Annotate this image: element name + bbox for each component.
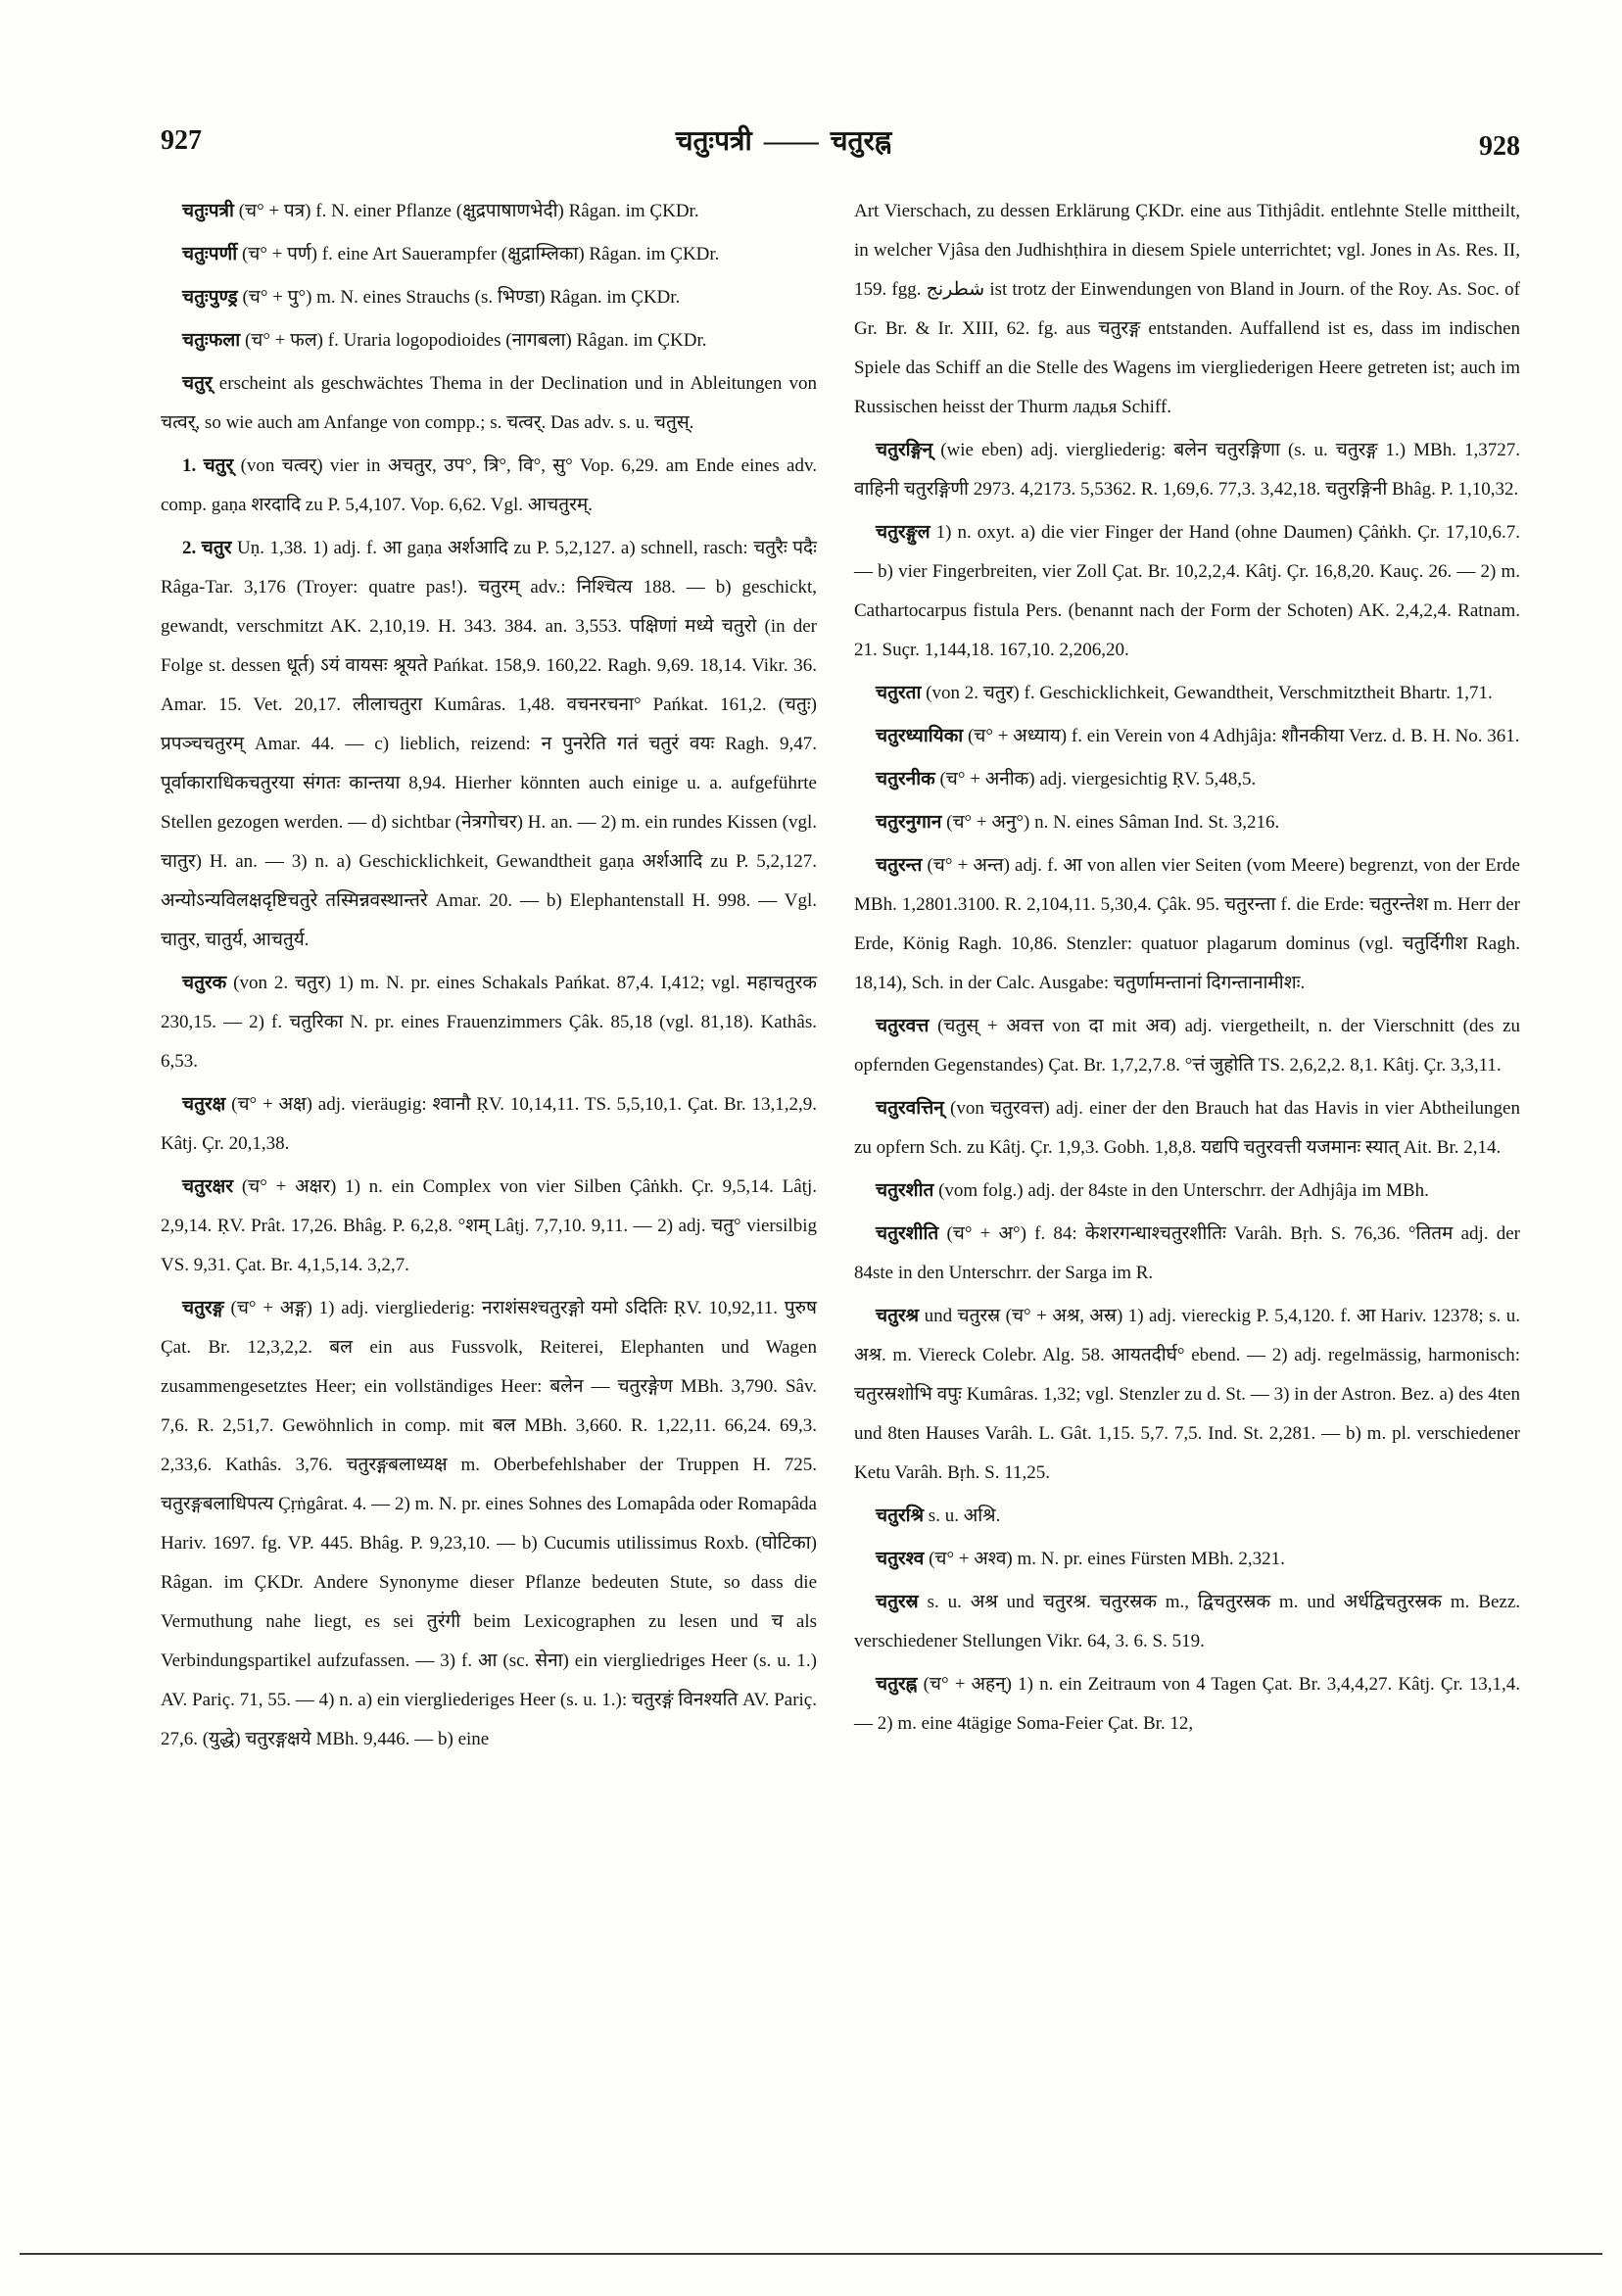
- entry-text: (von चतुरवत्त) adj. einer der den Brauch hat das Havis in vier Abtheilungen zu opfern Sch. zu Kâtj. Çr. 1,9,3. Gobh. 1,8,8. यद्यपि चतुरवत्ती यजमानः स्यात् Ait. Br. 2,14.: [854, 1098, 1520, 1158]
- dictionary-entry: [854, 1583, 1520, 1661]
- entry-headword: चतुरस्र: [876, 1592, 919, 1612]
- entry-text: (चतुस् + अवत्त von दा mit अव) adj. viergetheilt, n. der Vierschnitt (des zu opfernden Gegenstandes) Çat. Br. 1,7,2,7.8. °त्तं जुहोति TS. 2,6,2,2. 8,1. Kâtj. Çr. 3,3,11.: [854, 1016, 1520, 1076]
- entry-text: (च° + पु°) m. N. eines Strauchs (s. भिण्डा) Râgan. im ÇKDr.: [237, 287, 681, 308]
- entry-text: (च° + फल) f. Uraria logopodioides (नागबला) Râgan. im ÇKDr.: [240, 330, 707, 351]
- dictionary-entry: [854, 1540, 1520, 1579]
- entry-headword: चतुरक्ष: [182, 1094, 226, 1115]
- entry-headword: चतुरध्यायिका: [876, 726, 964, 746]
- running-title-first-word: चतुःपत्री: [675, 126, 752, 157]
- entry-text: 1) n. oxyt. a) die vier Finger der Hand (ohne Daumen) Çâṅkh. Çr. 17,10,6.7. — b) vier Fingerbreiten, vier Zoll Çat. Br. 10,2,2,4. Kâtj. Çr. 16,8,20. Kauç. 26. — 2) m. Cathartocarpus fistula Pers. (benannt nach der Form der Schoten) AK. 2,4,2,4. Ratnam. 21. Suçr. 1,144,18. 167,10. 2,206,20.: [854, 522, 1520, 660]
- entry-text: (च° + अश्व) m. N. pr. eines Fürsten MBh. 2,321.: [924, 1549, 1285, 1569]
- entry-text: (von 2. चतुर) 1) m. N. pr. eines Schakals Pańkat. 87,4. I,412; vgl. महाचतुरक 230,15. — 2) f. चतुरिका N. pr. eines Frauenzimmers Çâk. 85,18 (vgl. 81,18). Kathâs. 6,53.: [161, 973, 817, 1072]
- entry-headword: चतुरह्न: [876, 1674, 918, 1695]
- dictionary-entry: [161, 964, 817, 1081]
- dictionary-entry: [161, 321, 817, 360]
- entry-text: (च° + अनीक) adj. viergesichtig ṚV. 5,48,5.: [934, 769, 1257, 789]
- dictionary-entry: [161, 1289, 817, 1759]
- entry-headword: 1. चतुर्: [182, 455, 234, 476]
- running-title: [607, 121, 960, 159]
- dictionary-entry: [161, 1085, 817, 1164]
- entry-headword: चतुःफला: [182, 330, 241, 351]
- dictionary-entry: [854, 717, 1520, 756]
- entry-text: (च° + अक्षर) 1) n. ein Complex von vier Silben Çâṅkh. Çr. 9,5,14. Lâṭj. 2,9,14. ṚV. Prât. 17,26. Bhâg. P. 6,2,8. °शम् Lâṭj. 7,7,10. 9,11. — 2) adj. चतु° viersilbig VS. 9,31. Çat. Br. 4,1,5,14. 3,2,7.: [161, 1176, 817, 1275]
- right-column: [854, 192, 1520, 1747]
- entry-continuation: Art Vierschach, zu dessen Erklärung ÇKDr. eine aus Tithjâdit. entlehnte Stelle mittheilt, in welcher Vjâsa den Judhishṭhira in diesem Spiele unterrichtet; vgl. Jones in As. Res. II, 159. fgg. شطرنج ist trotz der Einwendungen von Bland in Journ. of the Roy. As. Soc. of Gr. Br. & Ir. XIII, 62. fg. aus चतुरङ्ग entstanden. Auffallend ist es, dass im indischen Spiele das Schiff an die Stelle des Wagens im viergliederigen Heere getreten ist; auch im Russischen heisst der Thurm ладья Schiff.: [854, 201, 1520, 417]
- entry-text: (च° + अन्त) adj. f. आ von allen vier Seiten (vom Meere) begrenzt, von der Erde MBh. 1,2801.3100. R. 2,104,11. 5,30,4. Çâk. 95. चतुरन्ता f. die Erde: चतुरन्तेश m. Herr der Erde, König Ragh. 10,86. Stenzler: quatuor plagarum dominus (vgl. चतुर्दिगीश Ragh. 18,14), Sch. in der Calc. Ausgabe: चतुर्णामन्तानां दिगन्तानामीशः.: [854, 855, 1520, 993]
- entry-headword: चतुःपर्णी: [182, 244, 238, 264]
- dictionary-entry: [854, 1007, 1520, 1085]
- entry-headword: चतुरक: [182, 973, 227, 993]
- left-column: [161, 192, 817, 1763]
- dictionary-entry: [854, 760, 1520, 799]
- page-number-right: 928: [1479, 131, 1520, 162]
- dictionary-entry: [854, 803, 1520, 842]
- bottom-rule: [20, 2253, 1602, 2255]
- entry-headword: चतुरश्र: [876, 1306, 920, 1326]
- running-title-dash: ——: [763, 126, 819, 157]
- entry-text: (wie eben) adj. viergliederig: बलेन चतुरङ्गिणा (s. u. चतुरङ्ग 1.) MBh. 1,3727. वाहिनी चतुरङ्गिणी 2973. 4,2173. 5,5362. R. 1,69,6. 77,3. 3,42,18. चतुरङ्गिनी Bhâg. P. 1,10,32.: [854, 440, 1520, 500]
- entry-headword: चतुरनुगान: [876, 812, 942, 833]
- entry-headword: चतुरशीत: [876, 1180, 934, 1201]
- entry-text: (von 2. चतुर) f. Geschicklichkeit, Gewandtheit, Verschmitztheit Bhartr. 1,71.: [921, 683, 1493, 703]
- entry-headword: चतुर्: [182, 373, 213, 394]
- entry-headword: चतुरवत्त: [876, 1016, 930, 1036]
- dictionary-entry: [854, 846, 1520, 1003]
- entry-text: (च° + अक्ष) adj. vieräugig: श्वानौ ṚV. 10,14,11. TS. 5,5,10,1. Çat. Br. 13,1,2,9. Kâtj. Çr. 20,1,38.: [161, 1094, 817, 1154]
- dictionary-entry: [854, 674, 1520, 713]
- entry-headword: 2. चतुर: [182, 538, 232, 558]
- entry-headword: चतुरशीति: [876, 1223, 939, 1244]
- entry-text: (च° + पत्र) f. N. einer Pflanze (क्षुद्रपाषाणभेदी) Râgan. im ÇKDr.: [233, 201, 699, 221]
- page-number-left: 927: [161, 125, 202, 156]
- entry-headword: चतुरनीक: [876, 769, 935, 789]
- dictionary-entry: [854, 431, 1520, 509]
- dictionary-entry: [161, 529, 817, 960]
- entry-headword: चतुःपुण्ड्र: [182, 287, 238, 308]
- entry-headword: चतुरश्व: [876, 1549, 925, 1569]
- dictionary-entry: [854, 513, 1520, 670]
- entry-headword: चतुरङ्गिन्: [876, 440, 933, 460]
- entry-headword: चतुःपत्री: [182, 201, 234, 221]
- entry-text: (च° + अध्याय) f. ein Verein von 4 Adhjâja: शौनकीया Verz. d. B. H. No. 361.: [963, 726, 1520, 746]
- dictionary-entry: [161, 1168, 817, 1285]
- dictionary-entry: [161, 278, 817, 317]
- dictionary-entry: [854, 1172, 1520, 1211]
- entry-text: Uṇ. 1,38. 1) adj. f. आ gaṇa अर्शआदि zu P. 5,2,127. a) schnell, rasch: चतुरैः पदैः Râga-Tar. 3,176 (Troyer: quatre pas!). चतुरम् adv.: निश्चित्य 188. — b) geschickt, gewandt, verschmitzt AK. 2,10,19. H. 343. 384. an. 3,553. पक्षिणां मध्ये चतुरो (in der Folge st. dessen धूर्त) ऽयं वायसः श्रूयते Pańkat. 158,9. 160,22. Ragh. 9,69. 18,14. Vikr. 36. Amar. 15. Vet. 20,17. लीलाचतुरा Kumâras. 1,48. वचनरचना° Pańkat. 161,2. (चतुः) प्रपञ्चचतुरम् Amar. 44. — c) lieblich, reizend: न पुनरेति गतं चतुरं वयः Ragh. 9,47. पूर्वाकाराधिकचतुरया संगतः कान्तया 8,94. Hierher könnten auch einige u. a. aufgeführte Stellen gezogen werden. — d) sichtbar (नेत्रगोचर) H. an. — 2) m. ein rundes Kissen (vgl. चातुर) H. an. — 3) n. a) Geschicklichkeit, Gewandtheit gaṇa अर्शआदि zu P. 5,2,127. अन्योऽन्यविलक्षदृष्टिचतुरे तस्मिन्नवस्थान्तरे Amar. 20. — b) Elephantenstall H. 998. — Vgl. चातुर, चातुर्य, आचतुर्य.: [161, 538, 817, 950]
- entry-text: (von चत्वर्) vier in अचतुर, उप°, त्रि°, वि°, सु° Vop. 6,29. am Ende eines adv. comp. gaṇa शरदादि zu P. 5,4,107. Vop. 6,62. Vgl. आचतुरम्.: [161, 455, 818, 515]
- dictionary-entry: [854, 1215, 1520, 1293]
- running-title-last-word: चतुरह्न: [830, 126, 892, 157]
- dictionary-entry: [161, 447, 817, 525]
- dictionary-entry: [161, 364, 817, 443]
- dictionary-entry: [854, 1665, 1520, 1744]
- entry-text: (च° + अङ्ग) 1) adj. viergliederig: नराशंसश्चतुरङ्गो यमो ऽदितिः ṚV. 10,92,11. पुरुष Çat. Br. 12,3,2,2. बल ein aus Fussvolk, Reiterei, Elephanten und Wagen zusammengesetztes Heer; ein vollständiges Heer: बलेन — चतुरङ्गेण MBh. 3,790. Sâv. 7,6. R. 2,51,7. Gewöhnlich in comp. mit बल MBh. 3,660. R. 1,22,11. 66,24. 69,3. 2,33,6. Kathâs. 3,76. चतुरङ्गबलाध्यक्ष m. Oberbefehlshaber der Truppen H. 725. चतुरङ्गबलाधिपत्य Çṛṅgârat. 4. — 2) m. N. pr. eines Sohnes des Lomapâda oder Romapâda Hariv. 1697. fg. VP. 445. Bhâg. P. 9,23,10. — b) Cucumis utilissimus Roxb. (घोटिका) Râgan. im ÇKDr. Andere Synonyme dieser Pflanze bedeuten Stute, so dass die Vermuthung nahe liegt, es sei तुरंगी beim Lexicographen zu lesen und च als Verbindungspartikel aufzufassen. — 3) f. आ (sc. सेना) ein viergliedriges Heer (s. u. 1.) AV. Pariç. 71, 55. — 4) n. a) ein viergliederiges Heer (s. u. 1.): चतुरङ्गं विनश्यति AV. Pariç. 27,6. (युद्धे) चतुरङ्गक्षये MBh. 9,446. — b) eine: [161, 1298, 817, 1749]
- entry-headword: चतुरश्रि: [876, 1506, 925, 1526]
- entry-text: (च° + अहन्) 1) n. ein Zeitraum von 4 Tagen Çat. Br. 3,4,4,27. Kâtj. Çr. 13,1,4. — 2) m. eine 4tägige Soma-Feier Çat. Br. 12,: [854, 1674, 1520, 1734]
- entry-text: s. u. अश्रि.: [924, 1506, 1001, 1526]
- entry-text: s. u. अश्र und चतुरश्र. चतुरस्रक m., द्विचतुरस्रक m. und अर्धद्विचतुरस्रक m. Bezz. verschiedener Stellungen Vikr. 64, 3. 6. S. 519.: [854, 1592, 1520, 1651]
- dictionary-entry: [854, 1497, 1520, 1536]
- entry-headword: चतुरङ्गुल: [876, 522, 930, 543]
- entry-text: und चतुरस्र (च° + अश्र, अस्र) 1) adj. viereckig P. 5,4,120. f. आ Hariv. 12378; s. u. अश्र. m. Viereck Colebr. Alg. 58. आयतदीर्घ° ebend. — 2) adj. regelmässig, harmonisch: चतुरस्रशोभि वपुः Kumâras. 1,32; vgl. Stenzler zu d. St. — 3) in der Astron. Bez. a) des 4ten und 8ten Hauses Varâh. L. Gât. 1,15. 5,7. 7,5. Ind. St. 2,281. — b) m. pl. verschiedener Ketu Varâh. Bṛh. S. 11,25.: [854, 1306, 1520, 1483]
- entry-headword: चतुरङ्ग: [182, 1298, 224, 1318]
- entry-text: (vom folg.) adj. der 84ste in den Unterschrr. der Adhjâja im MBh.: [933, 1180, 1429, 1201]
- entry-headword: चतुरक्षर: [182, 1176, 234, 1197]
- dictionary-entry: [854, 1089, 1520, 1168]
- dictionary-entry: [854, 1297, 1520, 1493]
- entry-text: (च° + अ°) f. 84: केशरगन्धाश्चतुरशीतिः Varâh. Bṛh. S. 76,36. °तितम adj. der 84ste in den Unterschrr. der Sarga im R.: [854, 1223, 1520, 1283]
- dictionary-entry: [161, 192, 817, 231]
- entry-headword: चतुरन्त: [876, 855, 923, 876]
- entry-text: (च° + पर्ण) f. eine Art Sauerampfer (क्षुद्राम्लिका) Râgan. im ÇKDr.: [237, 244, 720, 264]
- entry-text: erscheint als geschwächtes Thema in der Declination und in Ableitungen von चत्वर्, so wie auch am Anfange von compp.; s. चत्वर्. Das adv. s. u. चतुस्.: [161, 373, 817, 433]
- entry-headword: चतुरवत्तिन्: [876, 1098, 944, 1119]
- entry-headword: चतुरता: [876, 683, 922, 703]
- entry-text: (च° + अनु°) n. N. eines Sâman Ind. St. 3,216.: [941, 812, 1280, 833]
- dictionary-entry: [161, 235, 817, 274]
